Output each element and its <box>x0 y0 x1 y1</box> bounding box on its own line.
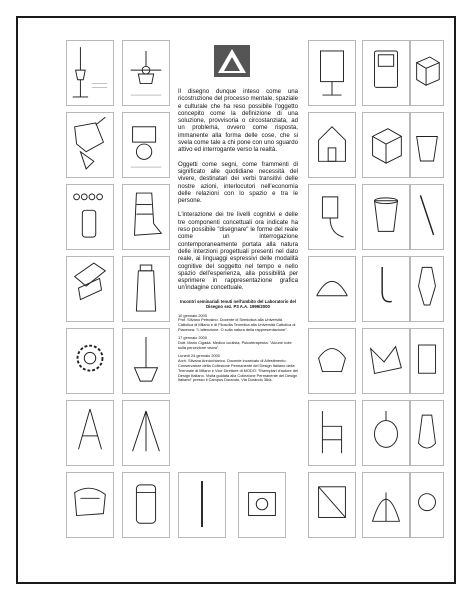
drawing-sheet-stapler <box>66 256 114 322</box>
seminar-entry <box>178 354 298 383</box>
drawing-sheet-hook <box>362 256 410 322</box>
seminar-text: Arch. Silvana Annicchiarico. Docente incaricato di Allestimento. Conservatore della Collezione Permanente del Design Italiano della Triennale di Milano e Vice Direttore di MODO: "Esemplari d'autore del Design Italiano. Visita guidata alla Collezione Permanente del Design Italiano" presso il Campus Durando, Via Durando 38/a. <box>178 357 298 383</box>
drawing-sheet-lamp <box>66 40 114 106</box>
drawing-sheet-clamp <box>122 40 170 106</box>
intro-paragraph-2: Oggetti come segni, come frammenti di significato alle quotidiane necessità del vivere, destinatari dei verbi transitivi delle nostre azioni, interlocutori nell'economia delle relazioni con lo spazio e tra le persone. <box>178 160 298 205</box>
drawing-sheet-house <box>308 112 356 178</box>
drawing-sheet-appliance <box>66 112 114 178</box>
seminar-date: Lunedì 24 gennaio 2000 <box>178 352 220 358</box>
intro-paragraph-3: L'interazione dei tre livelli cognitivi e delle tre componenti concettuali ora indicate ha reso possibile "disegnare" le forme del reale come un interrogazione contemporaneamente portata alla natura delle interzioni progettuali presenti nel dato reale, ai linguaggi espressivi delle modalità cognitive del soggetto nel tempo e nello spazio dell'esperienza, alla possibilità per esprimere in rappresentazione grafica un'indagine concettuale. <box>178 211 298 292</box>
seminar-entry <box>178 314 298 334</box>
drawing-sheet-hand <box>66 472 114 538</box>
seminars-heading: Incontri seminariali tenuti nell'ambito del Laboratorio del Disegno sez. P3 A.A. 1999/2000 <box>180 298 296 310</box>
drawing-sheet-lantern <box>308 40 356 106</box>
drawing-sheet-jar <box>122 472 170 538</box>
drawing-sheet-detail <box>410 472 444 538</box>
drawing-sheet-tripod <box>122 400 170 466</box>
drawing-sheet-cup <box>362 184 410 250</box>
drawing-sheet-bottles <box>66 184 114 250</box>
intro-paragraph-1: Il disegno dunque inteso come una ricostruzione del processo mentale, spaziale e culturale che ha reso possibile l'oggetto concepito come la definizione di una soluzione, provvisoria o circostanziata, ad un problema, ovvero come risposta, immanente alla forma delle cose, che si svela come tale a chi pone con uno sguardo attivo ed interrogante verso la realtà. <box>178 88 298 154</box>
drawing-sheet-bottle <box>122 256 170 322</box>
drawing-sheet-pen <box>410 184 444 250</box>
logo <box>214 45 250 77</box>
triangle-emblem-icon <box>214 45 250 77</box>
drawing-sheet-cog <box>66 328 114 394</box>
drawing-sheet-stand <box>122 328 170 394</box>
drawing-sheet-latch <box>410 328 444 394</box>
drawing-sheet-compass <box>66 400 114 466</box>
drawing-sheet-mechanism <box>238 472 286 538</box>
drawing-sheet-folds <box>362 328 410 394</box>
poster-frame <box>16 16 456 584</box>
drawing-sheet-gear-device <box>122 112 170 178</box>
drawing-sheet-kettle <box>362 400 410 466</box>
drawing-sheet-frame <box>308 472 356 538</box>
drawing-sheet-boot <box>122 184 170 250</box>
drawing-sheet-plug <box>308 184 356 250</box>
seminar-text: Prof. Silvano Petrosino. Docente di Semiotica alla Università Cattolica di Milano e di Filosofia Teoretica alla Università Cattolica di Piacenza: "L'attenzione. O sulla natura della rappresentazione". <box>178 317 296 333</box>
text-column <box>178 88 298 386</box>
drawing-sheet-handle <box>308 328 356 394</box>
drawing-sheet-chair <box>308 400 356 466</box>
drawing-sheet-phone <box>362 40 410 106</box>
drawing-sheet-box <box>362 112 410 178</box>
seminar-entry <box>178 336 298 351</box>
drawing-sheet-knife <box>178 472 226 538</box>
drawing-sheet-pot <box>410 112 444 178</box>
drawing-sheet-shell <box>362 472 410 538</box>
drawing-sheet-flask <box>410 400 444 466</box>
drawing-sheet-curve <box>308 256 356 322</box>
seminar-date: 10 gennaio 2000 <box>178 312 207 318</box>
seminar-date: 17 gennaio 2000 <box>178 335 207 341</box>
drawing-sheet-cube <box>410 40 444 106</box>
drawing-sheet-vase <box>410 256 444 322</box>
seminar-text: Dott. Mario Cigada. Medico oculista, Psicoterapeuta: "Alcune note sulla percezione visiva". <box>178 340 292 350</box>
